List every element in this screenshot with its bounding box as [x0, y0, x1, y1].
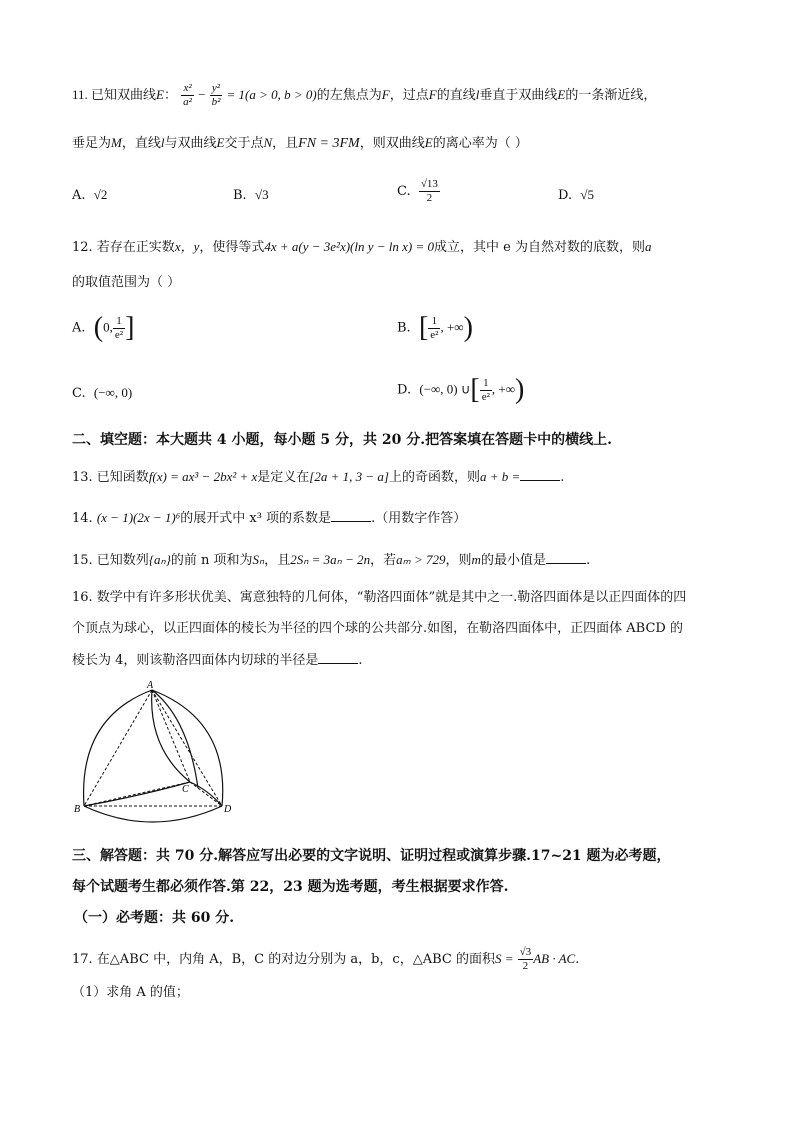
q11-option-a: A. √2 — [72, 187, 108, 203]
q12-option-d: D. (−∞, 0) ∪[ $\frac{1}{\text{e²}}$ , +∞) — [397, 374, 525, 405]
label-d: D — [224, 804, 232, 815]
q11-option-b: B. √3 — [233, 187, 269, 203]
section-solve-heading-1: 三、解答题：共 70 分.解答应写出必要的文字说明、证明过程或演算步骤.17~21 题为必考题， — [72, 848, 671, 864]
frac-x2-a2: $\frac{\text{x²}}{\text{a²}}$ — [183, 82, 192, 108]
q12-option-c: C. (−∞, 0) — [72, 385, 133, 401]
q11-line2: 垂足为M，直线l与双曲线E交于点N，且FN = 3FM，则双曲线E的离心率为（ ） — [72, 135, 528, 151]
section-solve-heading-2: 每个试题考生都必须作答.第 22，23 题为选考题，考生根据要求作答. — [72, 879, 509, 895]
label-b: B — [74, 804, 81, 815]
arc-b-d — [84, 806, 222, 822]
answer-blank — [546, 551, 586, 564]
q16-line2: 个顶点为球心，以正四面体的棱长为半径的四个球的公共部分.如图，在勒洛四面体中，正四面体 ABCD 的 — [72, 621, 683, 636]
answer-blank — [331, 509, 371, 522]
label-c: C — [182, 784, 189, 795]
q12-line1: 12. 若存在正实数x，y，使得等式4x + a(y − 3e²x)(ln y − ln x) = 0成立，其中 e 为自然对数的底数，则a — [72, 239, 652, 255]
q12-option-a: A. (0, $\frac{1}{\text{e²}}$ ] — [72, 312, 135, 343]
q11-option-c: C. $\frac{√13}{2}$ — [397, 178, 438, 204]
answer-blank — [318, 651, 358, 664]
q14: 14. (x − 1)(2x − 1)⁶的展开式中 x³ 项的系数是 .（用数字作答） — [72, 510, 467, 526]
q13: 13. 已知函数f(x) = ax³ − 2bx² + x是定义在[2a + 1, 3 − a]上的奇函数，则a + b = . — [72, 469, 565, 485]
q11-line1: 11. 已知双曲线E： $\frac{\text{x²}}{\text{a²}}$ − $\frac{\text{y²}}{\text{b²}}$ = 1(a > 0, b > 0)的左焦点为F，过点F的直线l垂直于双曲线E的一条渐近线， — [72, 82, 657, 108]
q17: 17. 在△ABC 中，内角 A，B，C 的对边分别为 a，b，c，△ABC 的面积S = $\frac{√3}{2}$ AB · AC. — [72, 946, 580, 972]
q12-line2: 的取值范围为（ ） — [72, 275, 181, 290]
q15: 15. 已知数列{aₙ}的前 n 项和为Sₙ，且2Sₙ = 3aₙ − 2n，若aₘ > 729，则m的最小值是 . — [72, 552, 591, 568]
section-fill-blank-heading: 二、填空题：本大题共 4 小题，每小题 5 分，共 20 分.把答案填在答题卡中的横线上. — [72, 432, 612, 448]
q11-option-d: D. √5 — [558, 187, 594, 203]
edge-cd — [190, 782, 222, 806]
answer-blank — [520, 468, 560, 481]
label-a: A — [147, 680, 154, 691]
edge-ab — [84, 690, 152, 806]
q12-option-b: B. [ $\frac{1}{\text{e²}}$ , +∞) — [397, 312, 473, 343]
q16-line1: 16. 数学中有许多形状优美、寓意独特的几何体，“勒洛四面体”就是其中之一.勒洛四面体是以正四面体的四 — [72, 590, 687, 605]
edge-bc — [84, 782, 190, 806]
frac-y2-b2: $\frac{\text{y²}}{\text{b²}}$ — [211, 82, 221, 108]
reuleaux-tetrahedron-figure — [72, 678, 242, 834]
q16-line3: 棱长为 4，则该勒洛四面体内切球的半径是 . — [72, 653, 363, 668]
q17-part1: （1）求角 A 的值； — [72, 985, 189, 1000]
subsection-required: （一）必考题：共 60 分. — [74, 910, 235, 926]
